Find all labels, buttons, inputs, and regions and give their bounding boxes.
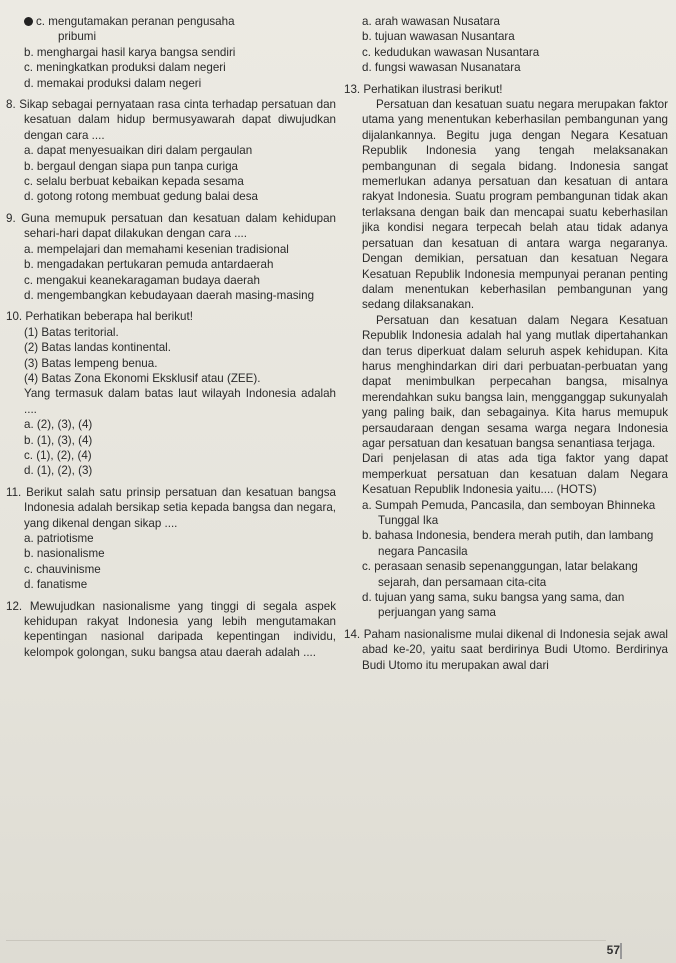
- question-14: [344, 627, 668, 673]
- question-stem: 8. Sikap sebagai pernyataan rasa cinta terhadap persatuan dan kesatuan dalam hidup bermusyawarah dapat diwujudkan dengan cara ....: [6, 98, 336, 142]
- illustration-paragraph-2: Persatuan dan kesatuan dalam Negara Kesatuan Republik Indonesia adalah hal yang mutlak dipertahankan dan terus diperkuat dalam seluruh aspek kehidupan. Kita harus menghindarkan diri dari perbuatan-perbuatan yang dapat menimbulkan perpecahan bangsa, misalnya merendahkan suku bangsa lain, mengganggap sukunyalah yang paling baik, dan sebagainya. Kita harus memupuk persaudaraan dengan sesama warga negara Indonesia agar persatuan dan kesatuan bangsa senantiasa terjaga.: [362, 313, 668, 450]
- question-12: [6, 599, 336, 661]
- right-column: [344, 14, 668, 679]
- question-10: [6, 309, 336, 478]
- option-d: d. gotong rotong membuat gedung balai desa: [24, 190, 258, 204]
- option-a: a. Sumpah Pemuda, Pancasila, dan semboyan Bhinneka Tunggal Ika: [362, 498, 656, 527]
- question-9: [6, 211, 336, 303]
- option-d: d. fungsi wawasan Nusanatara: [362, 61, 521, 75]
- option-c: c. kedudukan wawasan Nusantara: [362, 45, 540, 59]
- bullet-mark-icon: [24, 17, 33, 26]
- question-text: Yang termasuk dalam batas laut wilayah Indonesia adalah ....: [24, 387, 336, 416]
- option-a: a. dapat menyesuaikan diri dalam pergaulan: [24, 144, 253, 158]
- option-c-cont: pribumi: [58, 30, 97, 44]
- option-c: c. chauvinisme: [24, 562, 101, 576]
- statement-2: (2) Batas landas kontinental.: [24, 341, 171, 355]
- option-d: d. memakai produksi dalam negeri: [24, 76, 202, 90]
- option-c-prev: [6, 14, 336, 29]
- question-text: Dari penjelasan di atas ada tiga faktor yang dapat memperkuat persatuan dan kesatuan dalam Negara Kesatuan Republik Indonesia yaitu.... (HOTS): [362, 452, 668, 497]
- option-d: d. tujuan yang sama, suku bangsa yang sama, dan perjuangan yang sama: [362, 591, 625, 620]
- illustration-paragraph-1: Persatuan dan kesatuan suatu negara merupakan faktor utama yang menentukan keberhasilan pembangunan yang dijalankannya. Begitu juga dengan Negara Kesatuan Republik Indonesia yang tengah melaksanakan pembangunan di segala bidang. Indonesia sangat memerlukan adanya persatuan dan kesatuan di antara rakyat Indonesia. Suatu program pembangunan tidak akan terlaksana dengan baik dan mencapai suatu keberhasilan jika kondisi negara terpecah belah atau tidak adanya persatuan dan kesatuan di antara warga negaranya. Dengan demikian, persatuan dan kesatuan Negara Kesatuan Republik Indonesia mempunyai peranan penting dalam menentukan keberhasilan pembangunan yang sedang dilaksanakan.: [362, 98, 668, 312]
- option-c: c. mengakui keanekaragaman budaya daerah: [24, 273, 260, 287]
- option-a: a. arah wawasan Nusatara: [362, 15, 500, 28]
- question-stem: 12. Mewujudkan nasionalisme yang tinggi di segala aspek kehidupan rakyat Indonesia yang lebih mengutamakan kepentingan nasional daripada kepentingan individu, kelompok golongan, suku bangsa atau daerah adalah ....: [6, 599, 336, 659]
- question-8: [6, 97, 336, 205]
- option-b: b. mengadakan pertukaran pemuda antardaerah: [24, 258, 274, 272]
- option-text: c. mengutamakan peranan pengusaha: [36, 15, 235, 28]
- option-c: c. perasaan senasib sepenanggungan, latar belakang sejarah, dan persamaan cita-cita: [362, 560, 638, 589]
- option-a: a. patriotisme: [24, 532, 94, 545]
- question-12-options: [344, 14, 668, 76]
- option-b: b. bergaul dengan siapa pun tanpa curiga: [24, 159, 239, 173]
- option-d: d. (1), (2), (3): [24, 464, 93, 478]
- question-7-tail: [6, 14, 336, 91]
- page-corner-mark: [620, 943, 632, 959]
- question-stem: 14. Paham nasionalisme mulai dikenal di Indonesia sejak awal abad ke-20, yaitu saat berdirinya Budi Utomo. Berdirinya Budi Utomo itu merupakan awal dari: [344, 627, 668, 672]
- option-c: c. meningkatkan produksi dalam negeri: [24, 61, 226, 75]
- question-stem: 13. Perhatikan ilustrasi berikut!: [344, 82, 503, 96]
- statement-4: (4) Batas Zona Ekonomi Eksklusif atau (ZEE).: [24, 371, 261, 385]
- option-a: a. mempelajari dan memahami kesenian tradisional: [24, 242, 289, 256]
- option-d: d. fanatisme: [24, 578, 88, 592]
- question-stem: 10. Perhatikan beberapa hal berikut!: [6, 310, 193, 324]
- page-number: 57: [606, 943, 620, 957]
- question-stem: 11. Berikut salah satu prinsip persatuan dan kesatuan bangsa Indonesia adalah bersikap setia kepada bangsa dan negara, yang dikenal dengan sikap ....: [6, 485, 336, 530]
- option-c: c. (1), (2), (4): [24, 448, 92, 462]
- left-column: [6, 14, 336, 666]
- option-c: c. selalu berbuat kebaikan kepada sesama: [24, 175, 244, 189]
- option-b: b. nasionalisme: [24, 547, 105, 561]
- option-b: b. bahasa Indonesia, bendera merah putih, dan lambang negara Pancasila: [362, 529, 654, 558]
- option-a: a. (2), (3), (4): [24, 418, 93, 432]
- question-11: [6, 485, 336, 593]
- bottom-divider: [6, 940, 606, 941]
- statement-1: (1) Batas teritorial.: [24, 325, 119, 339]
- question-13: [344, 82, 668, 621]
- option-d: d. mengembangkan kebudayaan daerah masing-masing: [24, 288, 315, 302]
- question-stem: 9. Guna memupuk persatuan dan kesatuan dalam kehidupan sehari-hari dapat dilakukan dengan cara ....: [6, 211, 336, 241]
- option-b: b. tujuan wawasan Nusantara: [362, 30, 515, 44]
- statement-3: (3) Batas lempeng benua.: [24, 356, 158, 370]
- option-b: b. menghargai hasil karya bangsa sendiri: [24, 45, 236, 59]
- option-b: b. (1), (3), (4): [24, 433, 93, 447]
